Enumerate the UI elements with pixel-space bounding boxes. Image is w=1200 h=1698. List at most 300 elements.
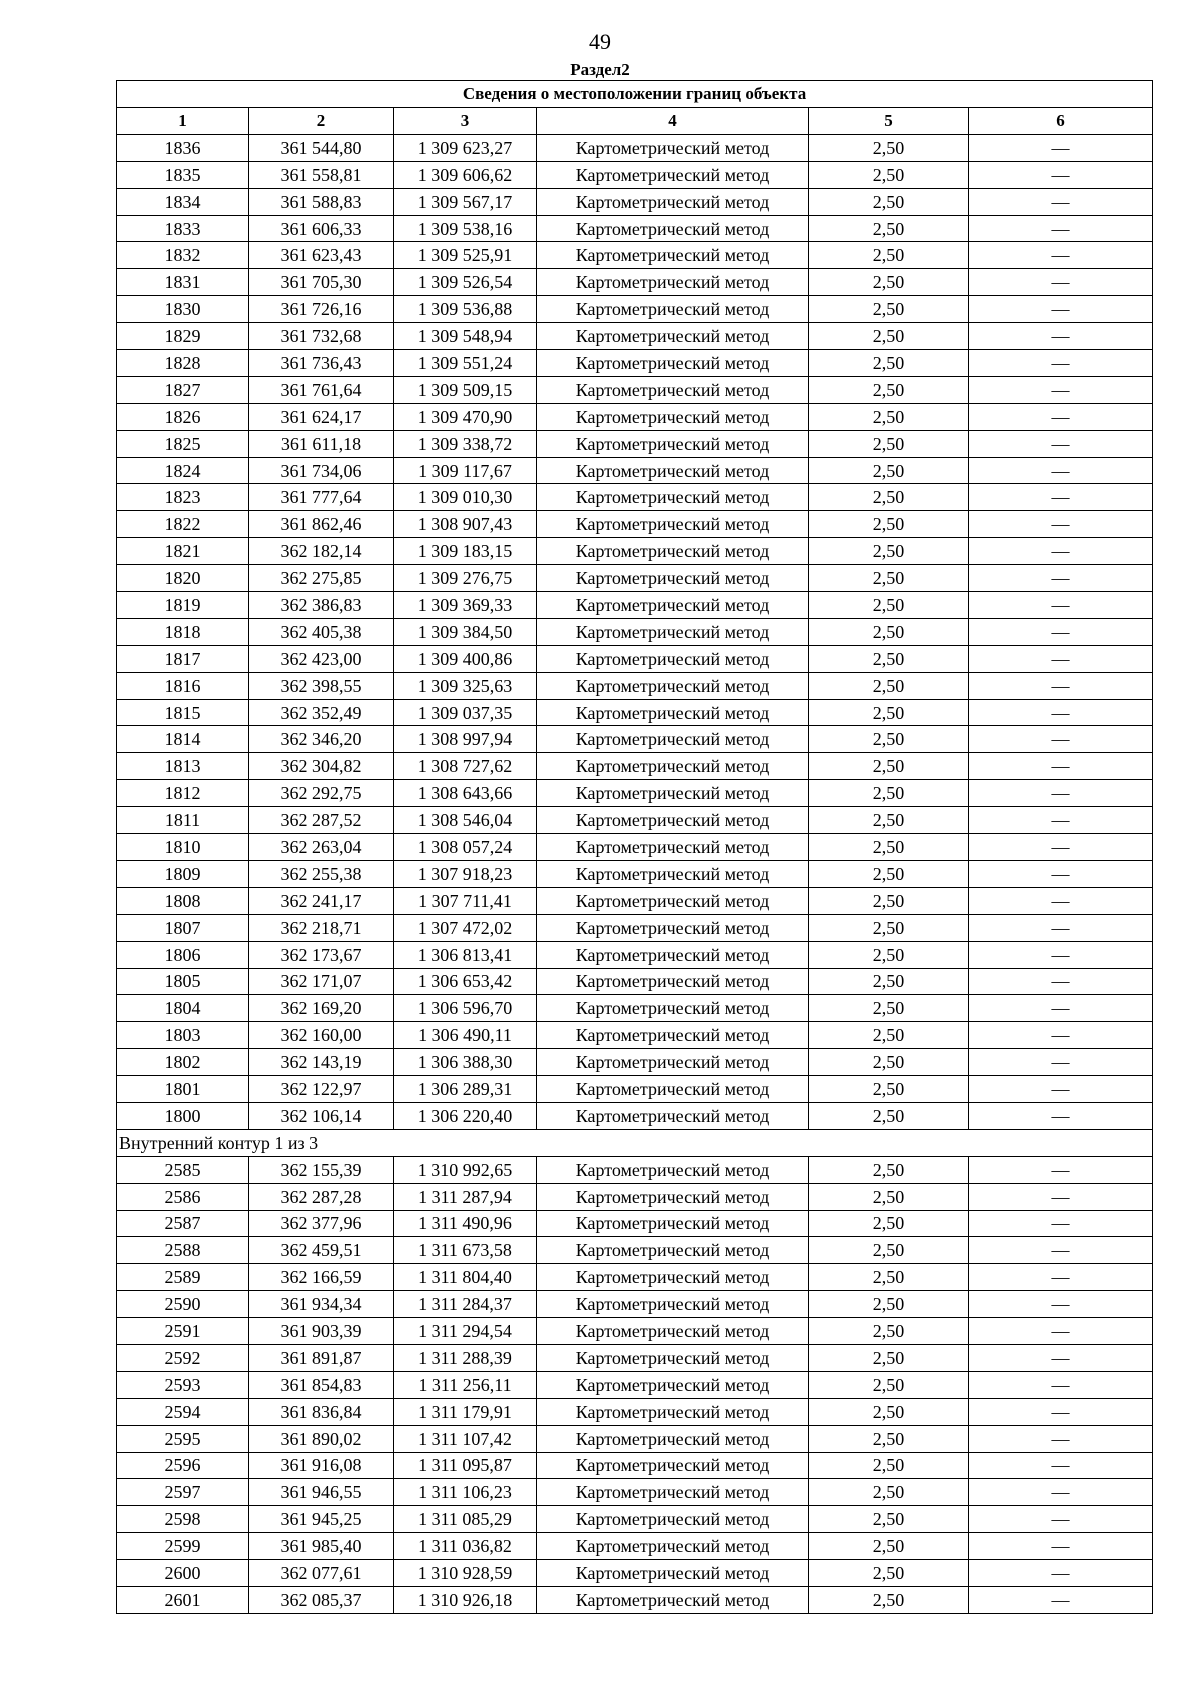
note-cell: — bbox=[969, 457, 1153, 484]
method-cell: Картометрический метод bbox=[537, 161, 809, 188]
x-coordinate-cell: 362 352,49 bbox=[249, 699, 394, 726]
y-coordinate-cell: 1 311 256,11 bbox=[394, 1371, 537, 1398]
y-coordinate-cell: 1 309 400,86 bbox=[394, 645, 537, 672]
method-cell: Картометрический метод bbox=[537, 1425, 809, 1452]
table-row bbox=[117, 511, 1153, 538]
accuracy-cell: 2,50 bbox=[809, 161, 969, 188]
y-coordinate-cell: 1 309 470,90 bbox=[394, 403, 537, 430]
y-coordinate-cell: 1 311 490,96 bbox=[394, 1210, 537, 1237]
x-coordinate-cell: 361 732,68 bbox=[249, 323, 394, 350]
x-coordinate-cell: 362 398,55 bbox=[249, 672, 394, 699]
table-row bbox=[117, 1102, 1153, 1129]
note-cell: — bbox=[969, 1560, 1153, 1587]
point-number-cell: 1836 bbox=[117, 134, 249, 161]
note-cell: — bbox=[969, 1425, 1153, 1452]
y-coordinate-cell: 1 306 490,11 bbox=[394, 1022, 537, 1049]
note-cell: — bbox=[969, 780, 1153, 807]
x-coordinate-cell: 362 423,00 bbox=[249, 645, 394, 672]
note-cell: — bbox=[969, 1452, 1153, 1479]
section-title: Раздел2 bbox=[570, 60, 630, 79]
point-number-cell: 2600 bbox=[117, 1560, 249, 1587]
point-number-cell: 1806 bbox=[117, 941, 249, 968]
note-cell: — bbox=[969, 484, 1153, 511]
column-header: 1 bbox=[117, 108, 249, 135]
accuracy-cell: 2,50 bbox=[809, 968, 969, 995]
point-number-cell: 2588 bbox=[117, 1237, 249, 1264]
method-cell: Картометрический метод bbox=[537, 376, 809, 403]
method-cell: Картометрический метод bbox=[537, 618, 809, 645]
method-cell: Картометрический метод bbox=[537, 1479, 809, 1506]
table-row bbox=[117, 1479, 1153, 1506]
note-cell: — bbox=[969, 323, 1153, 350]
y-coordinate-cell: 1 311 287,94 bbox=[394, 1183, 537, 1210]
table-row bbox=[117, 726, 1153, 753]
method-cell: Картометрический метод bbox=[537, 1533, 809, 1560]
accuracy-cell: 2,50 bbox=[809, 1049, 969, 1076]
point-number-cell: 2592 bbox=[117, 1344, 249, 1371]
x-coordinate-cell: 361 836,84 bbox=[249, 1398, 394, 1425]
note-cell: — bbox=[969, 941, 1153, 968]
table-body bbox=[117, 134, 1153, 1613]
point-number-cell: 1802 bbox=[117, 1049, 249, 1076]
point-number-cell: 2595 bbox=[117, 1425, 249, 1452]
note-cell: — bbox=[969, 1586, 1153, 1613]
contour-row bbox=[117, 1129, 1153, 1156]
point-number-cell: 1817 bbox=[117, 645, 249, 672]
accuracy-cell: 2,50 bbox=[809, 565, 969, 592]
table-row bbox=[117, 1183, 1153, 1210]
y-coordinate-cell: 1 309 567,17 bbox=[394, 188, 537, 215]
accuracy-cell: 2,50 bbox=[809, 430, 969, 457]
accuracy-cell: 2,50 bbox=[809, 941, 969, 968]
method-cell: Картометрический метод bbox=[537, 565, 809, 592]
table-row bbox=[117, 1452, 1153, 1479]
y-coordinate-cell: 1 311 673,58 bbox=[394, 1237, 537, 1264]
accuracy-cell: 2,50 bbox=[809, 511, 969, 538]
method-cell: Картометрический метод bbox=[537, 672, 809, 699]
table-row bbox=[117, 1371, 1153, 1398]
x-coordinate-cell: 361 588,83 bbox=[249, 188, 394, 215]
x-coordinate-cell: 361 934,34 bbox=[249, 1291, 394, 1318]
method-cell: Картометрический метод bbox=[537, 1022, 809, 1049]
method-cell: Картометрический метод bbox=[537, 457, 809, 484]
y-coordinate-cell: 1 308 997,94 bbox=[394, 726, 537, 753]
x-coordinate-cell: 361 606,33 bbox=[249, 215, 394, 242]
method-cell: Картометрический метод bbox=[537, 995, 809, 1022]
point-number-cell: 1825 bbox=[117, 430, 249, 457]
accuracy-cell: 2,50 bbox=[809, 1452, 969, 1479]
x-coordinate-cell: 361 854,83 bbox=[249, 1371, 394, 1398]
method-cell: Картометрический метод bbox=[537, 1102, 809, 1129]
method-cell: Картометрический метод bbox=[537, 914, 809, 941]
x-coordinate-cell: 361 736,43 bbox=[249, 350, 394, 377]
y-coordinate-cell: 1 307 472,02 bbox=[394, 914, 537, 941]
note-cell: — bbox=[969, 699, 1153, 726]
point-number-cell: 1801 bbox=[117, 1076, 249, 1103]
method-cell: Картометрический метод bbox=[537, 1210, 809, 1237]
table-row bbox=[117, 1264, 1153, 1291]
y-coordinate-cell: 1 311 179,91 bbox=[394, 1398, 537, 1425]
accuracy-cell: 2,50 bbox=[809, 1425, 969, 1452]
table-row bbox=[117, 995, 1153, 1022]
method-cell: Картометрический метод bbox=[537, 1156, 809, 1183]
point-number-cell: 2594 bbox=[117, 1398, 249, 1425]
table-row bbox=[117, 457, 1153, 484]
y-coordinate-cell: 1 309 338,72 bbox=[394, 430, 537, 457]
y-coordinate-cell: 1 310 926,18 bbox=[394, 1586, 537, 1613]
point-number-cell: 1821 bbox=[117, 538, 249, 565]
y-coordinate-cell: 1 311 036,82 bbox=[394, 1533, 537, 1560]
method-cell: Картометрический метод bbox=[537, 430, 809, 457]
x-coordinate-cell: 361 558,81 bbox=[249, 161, 394, 188]
method-cell: Картометрический метод bbox=[537, 860, 809, 887]
table-row bbox=[117, 780, 1153, 807]
accuracy-cell: 2,50 bbox=[809, 726, 969, 753]
accuracy-cell: 2,50 bbox=[809, 188, 969, 215]
y-coordinate-cell: 1 309 369,33 bbox=[394, 592, 537, 619]
note-cell: — bbox=[969, 807, 1153, 834]
header-row bbox=[117, 108, 1153, 135]
y-coordinate-cell: 1 311 288,39 bbox=[394, 1344, 537, 1371]
accuracy-cell: 2,50 bbox=[809, 296, 969, 323]
table-row bbox=[117, 188, 1153, 215]
note-cell: — bbox=[969, 1291, 1153, 1318]
accuracy-cell: 2,50 bbox=[809, 323, 969, 350]
method-cell: Картометрический метод bbox=[537, 1318, 809, 1345]
point-number-cell: 1820 bbox=[117, 565, 249, 592]
x-coordinate-cell: 361 890,02 bbox=[249, 1425, 394, 1452]
x-coordinate-cell: 361 705,30 bbox=[249, 269, 394, 296]
table-row bbox=[117, 1049, 1153, 1076]
note-cell: — bbox=[969, 1210, 1153, 1237]
method-cell: Картометрический метод bbox=[537, 1076, 809, 1103]
x-coordinate-cell: 362 377,96 bbox=[249, 1210, 394, 1237]
table-row bbox=[117, 1344, 1153, 1371]
accuracy-cell: 2,50 bbox=[809, 1318, 969, 1345]
method-cell: Картометрический метод bbox=[537, 1049, 809, 1076]
accuracy-cell: 2,50 bbox=[809, 1076, 969, 1103]
x-coordinate-cell: 361 761,64 bbox=[249, 376, 394, 403]
y-coordinate-cell: 1 308 907,43 bbox=[394, 511, 537, 538]
caption-row bbox=[117, 81, 1153, 108]
page-number: 49 bbox=[589, 29, 611, 54]
point-number-cell: 1832 bbox=[117, 242, 249, 269]
table-row bbox=[117, 1506, 1153, 1533]
x-coordinate-cell: 362 346,20 bbox=[249, 726, 394, 753]
method-cell: Картометрический метод bbox=[537, 350, 809, 377]
method-cell: Картометрический метод bbox=[537, 753, 809, 780]
accuracy-cell: 2,50 bbox=[809, 887, 969, 914]
method-cell: Картометрический метод bbox=[537, 592, 809, 619]
point-number-cell: 1833 bbox=[117, 215, 249, 242]
x-coordinate-cell: 362 077,61 bbox=[249, 1560, 394, 1587]
note-cell: — bbox=[969, 538, 1153, 565]
note-cell: — bbox=[969, 618, 1153, 645]
note-cell: — bbox=[969, 376, 1153, 403]
table-row bbox=[117, 618, 1153, 645]
table-row bbox=[117, 565, 1153, 592]
note-cell: — bbox=[969, 592, 1153, 619]
y-coordinate-cell: 1 309 276,75 bbox=[394, 565, 537, 592]
x-coordinate-cell: 361 916,08 bbox=[249, 1452, 394, 1479]
accuracy-cell: 2,50 bbox=[809, 780, 969, 807]
y-coordinate-cell: 1 307 711,41 bbox=[394, 887, 537, 914]
note-cell: — bbox=[969, 860, 1153, 887]
point-number-cell: 2599 bbox=[117, 1533, 249, 1560]
method-cell: Картометрический метод bbox=[537, 484, 809, 511]
accuracy-cell: 2,50 bbox=[809, 1291, 969, 1318]
x-coordinate-cell: 362 287,28 bbox=[249, 1183, 394, 1210]
note-cell: — bbox=[969, 565, 1153, 592]
y-coordinate-cell: 1 309 538,16 bbox=[394, 215, 537, 242]
accuracy-cell: 2,50 bbox=[809, 1479, 969, 1506]
x-coordinate-cell: 361 544,80 bbox=[249, 134, 394, 161]
accuracy-cell: 2,50 bbox=[809, 1102, 969, 1129]
accuracy-cell: 2,50 bbox=[809, 618, 969, 645]
accuracy-cell: 2,50 bbox=[809, 1264, 969, 1291]
point-number-cell: 2585 bbox=[117, 1156, 249, 1183]
table-row bbox=[117, 1586, 1153, 1613]
column-header: 5 bbox=[809, 108, 969, 135]
table-row bbox=[117, 215, 1153, 242]
y-coordinate-cell: 1 306 653,42 bbox=[394, 968, 537, 995]
table-row bbox=[117, 1291, 1153, 1318]
note-cell: — bbox=[969, 914, 1153, 941]
column-header: 4 bbox=[537, 108, 809, 135]
table-row bbox=[117, 350, 1153, 377]
x-coordinate-cell: 362 160,00 bbox=[249, 1022, 394, 1049]
point-number-cell: 1830 bbox=[117, 296, 249, 323]
note-cell: — bbox=[969, 1076, 1153, 1103]
table-row bbox=[117, 242, 1153, 269]
accuracy-cell: 2,50 bbox=[809, 215, 969, 242]
point-number-cell: 2601 bbox=[117, 1586, 249, 1613]
x-coordinate-cell: 362 255,38 bbox=[249, 860, 394, 887]
note-cell: — bbox=[969, 1506, 1153, 1533]
point-number-cell: 1827 bbox=[117, 376, 249, 403]
accuracy-cell: 2,50 bbox=[809, 592, 969, 619]
y-coordinate-cell: 1 309 183,15 bbox=[394, 538, 537, 565]
x-coordinate-cell: 362 155,39 bbox=[249, 1156, 394, 1183]
x-coordinate-cell: 362 287,52 bbox=[249, 807, 394, 834]
note-cell: — bbox=[969, 1022, 1153, 1049]
point-number-cell: 2586 bbox=[117, 1183, 249, 1210]
method-cell: Картометрический метод bbox=[537, 968, 809, 995]
point-number-cell: 2596 bbox=[117, 1452, 249, 1479]
table-row bbox=[117, 1022, 1153, 1049]
method-cell: Картометрический метод bbox=[537, 296, 809, 323]
accuracy-cell: 2,50 bbox=[809, 242, 969, 269]
method-cell: Картометрический метод bbox=[537, 215, 809, 242]
accuracy-cell: 2,50 bbox=[809, 376, 969, 403]
table-row bbox=[117, 1398, 1153, 1425]
accuracy-cell: 2,50 bbox=[809, 645, 969, 672]
note-cell: — bbox=[969, 511, 1153, 538]
note-cell: — bbox=[969, 672, 1153, 699]
method-cell: Картометрический метод bbox=[537, 1452, 809, 1479]
point-number-cell: 1805 bbox=[117, 968, 249, 995]
x-coordinate-cell: 362 459,51 bbox=[249, 1237, 394, 1264]
x-coordinate-cell: 361 985,40 bbox=[249, 1533, 394, 1560]
y-coordinate-cell: 1 310 992,65 bbox=[394, 1156, 537, 1183]
accuracy-cell: 2,50 bbox=[809, 1560, 969, 1587]
method-cell: Картометрический метод bbox=[537, 134, 809, 161]
point-number-cell: 1831 bbox=[117, 269, 249, 296]
y-coordinate-cell: 1 309 525,91 bbox=[394, 242, 537, 269]
y-coordinate-cell: 1 309 010,30 bbox=[394, 484, 537, 511]
table-row bbox=[117, 834, 1153, 861]
note-cell: — bbox=[969, 1398, 1153, 1425]
point-number-cell: 1835 bbox=[117, 161, 249, 188]
accuracy-cell: 2,50 bbox=[809, 1210, 969, 1237]
table-row bbox=[117, 484, 1153, 511]
method-cell: Картометрический метод bbox=[537, 1560, 809, 1587]
method-cell: Картометрический метод bbox=[537, 1344, 809, 1371]
note-cell: — bbox=[969, 215, 1153, 242]
point-number-cell: 2598 bbox=[117, 1506, 249, 1533]
accuracy-cell: 2,50 bbox=[809, 753, 969, 780]
note-cell: — bbox=[969, 645, 1153, 672]
x-coordinate-cell: 361 777,64 bbox=[249, 484, 394, 511]
table-row bbox=[117, 1560, 1153, 1587]
note-cell: — bbox=[969, 188, 1153, 215]
table-row bbox=[117, 699, 1153, 726]
point-number-cell: 1822 bbox=[117, 511, 249, 538]
y-coordinate-cell: 1 309 526,54 bbox=[394, 269, 537, 296]
point-number-cell: 1814 bbox=[117, 726, 249, 753]
note-cell: — bbox=[969, 269, 1153, 296]
method-cell: Картометрический метод bbox=[537, 1398, 809, 1425]
note-cell: — bbox=[969, 430, 1153, 457]
method-cell: Картометрический метод bbox=[537, 807, 809, 834]
column-header: 6 bbox=[969, 108, 1153, 135]
point-number-cell: 1809 bbox=[117, 860, 249, 887]
accuracy-cell: 2,50 bbox=[809, 1237, 969, 1264]
method-cell: Картометрический метод bbox=[537, 403, 809, 430]
x-coordinate-cell: 361 734,06 bbox=[249, 457, 394, 484]
note-cell: — bbox=[969, 350, 1153, 377]
point-number-cell: 1804 bbox=[117, 995, 249, 1022]
y-coordinate-cell: 1 306 289,31 bbox=[394, 1076, 537, 1103]
table-row bbox=[117, 1318, 1153, 1345]
note-cell: — bbox=[969, 995, 1153, 1022]
table-row bbox=[117, 296, 1153, 323]
note-cell: — bbox=[969, 1264, 1153, 1291]
note-cell: — bbox=[969, 1102, 1153, 1129]
point-number-cell: 2589 bbox=[117, 1264, 249, 1291]
accuracy-cell: 2,50 bbox=[809, 914, 969, 941]
y-coordinate-cell: 1 309 509,15 bbox=[394, 376, 537, 403]
y-coordinate-cell: 1 311 107,42 bbox=[394, 1425, 537, 1452]
point-number-cell: 2590 bbox=[117, 1291, 249, 1318]
point-number-cell: 2591 bbox=[117, 1318, 249, 1345]
y-coordinate-cell: 1 309 037,35 bbox=[394, 699, 537, 726]
y-coordinate-cell: 1 307 918,23 bbox=[394, 860, 537, 887]
note-cell: — bbox=[969, 1049, 1153, 1076]
accuracy-cell: 2,50 bbox=[809, 834, 969, 861]
x-coordinate-cell: 362 171,07 bbox=[249, 968, 394, 995]
table-caption: Сведения о местоположении границ объекта bbox=[117, 81, 1153, 108]
x-coordinate-cell: 362 169,20 bbox=[249, 995, 394, 1022]
accuracy-cell: 2,50 bbox=[809, 1156, 969, 1183]
note-cell: — bbox=[969, 1344, 1153, 1371]
x-coordinate-cell: 361 726,16 bbox=[249, 296, 394, 323]
point-number-cell: 1834 bbox=[117, 188, 249, 215]
table-row bbox=[117, 1210, 1153, 1237]
method-cell: Картометрический метод bbox=[537, 1586, 809, 1613]
x-coordinate-cell: 362 275,85 bbox=[249, 565, 394, 592]
y-coordinate-cell: 1 309 548,94 bbox=[394, 323, 537, 350]
method-cell: Картометрический метод bbox=[537, 269, 809, 296]
note-cell: — bbox=[969, 834, 1153, 861]
note-cell: — bbox=[969, 296, 1153, 323]
y-coordinate-cell: 1 311 095,87 bbox=[394, 1452, 537, 1479]
table-row bbox=[117, 941, 1153, 968]
table-row bbox=[117, 376, 1153, 403]
y-coordinate-cell: 1 309 606,62 bbox=[394, 161, 537, 188]
y-coordinate-cell: 1 308 546,04 bbox=[394, 807, 537, 834]
point-number-cell: 2593 bbox=[117, 1371, 249, 1398]
accuracy-cell: 2,50 bbox=[809, 134, 969, 161]
x-coordinate-cell: 362 166,59 bbox=[249, 1264, 394, 1291]
note-cell: — bbox=[969, 134, 1153, 161]
x-coordinate-cell: 362 386,83 bbox=[249, 592, 394, 619]
table-row bbox=[117, 323, 1153, 350]
point-number-cell: 1826 bbox=[117, 403, 249, 430]
x-coordinate-cell: 361 946,55 bbox=[249, 1479, 394, 1506]
table-row bbox=[117, 807, 1153, 834]
note-cell: — bbox=[969, 1237, 1153, 1264]
method-cell: Картометрический метод bbox=[537, 645, 809, 672]
point-number-cell: 1810 bbox=[117, 834, 249, 861]
boundary-coordinates-table bbox=[116, 80, 1153, 1614]
x-coordinate-cell: 361 862,46 bbox=[249, 511, 394, 538]
accuracy-cell: 2,50 bbox=[809, 1398, 969, 1425]
y-coordinate-cell: 1 306 596,70 bbox=[394, 995, 537, 1022]
x-coordinate-cell: 362 241,17 bbox=[249, 887, 394, 914]
table-row bbox=[117, 1237, 1153, 1264]
accuracy-cell: 2,50 bbox=[809, 1344, 969, 1371]
table-row bbox=[117, 403, 1153, 430]
contour-label: Внутренний контур 1 из 3 bbox=[117, 1129, 1153, 1156]
accuracy-cell: 2,50 bbox=[809, 1533, 969, 1560]
note-cell: — bbox=[969, 753, 1153, 780]
table-row bbox=[117, 914, 1153, 941]
point-number-cell: 1816 bbox=[117, 672, 249, 699]
table-row bbox=[117, 860, 1153, 887]
method-cell: Картометрический метод bbox=[537, 1237, 809, 1264]
y-coordinate-cell: 1 311 294,54 bbox=[394, 1318, 537, 1345]
table-row bbox=[117, 645, 1153, 672]
table-row bbox=[117, 1156, 1153, 1183]
table-row bbox=[117, 968, 1153, 995]
y-coordinate-cell: 1 309 384,50 bbox=[394, 618, 537, 645]
y-coordinate-cell: 1 309 551,24 bbox=[394, 350, 537, 377]
y-coordinate-cell: 1 306 220,40 bbox=[394, 1102, 537, 1129]
method-cell: Картометрический метод bbox=[537, 242, 809, 269]
method-cell: Картометрический метод bbox=[537, 780, 809, 807]
method-cell: Картометрический метод bbox=[537, 511, 809, 538]
point-number-cell: 1812 bbox=[117, 780, 249, 807]
method-cell: Картометрический метод bbox=[537, 941, 809, 968]
y-coordinate-cell: 1 311 085,29 bbox=[394, 1506, 537, 1533]
point-number-cell: 1813 bbox=[117, 753, 249, 780]
y-coordinate-cell: 1 309 325,63 bbox=[394, 672, 537, 699]
accuracy-cell: 2,50 bbox=[809, 484, 969, 511]
column-header: 2 bbox=[249, 108, 394, 135]
x-coordinate-cell: 362 304,82 bbox=[249, 753, 394, 780]
x-coordinate-cell: 361 611,18 bbox=[249, 430, 394, 457]
